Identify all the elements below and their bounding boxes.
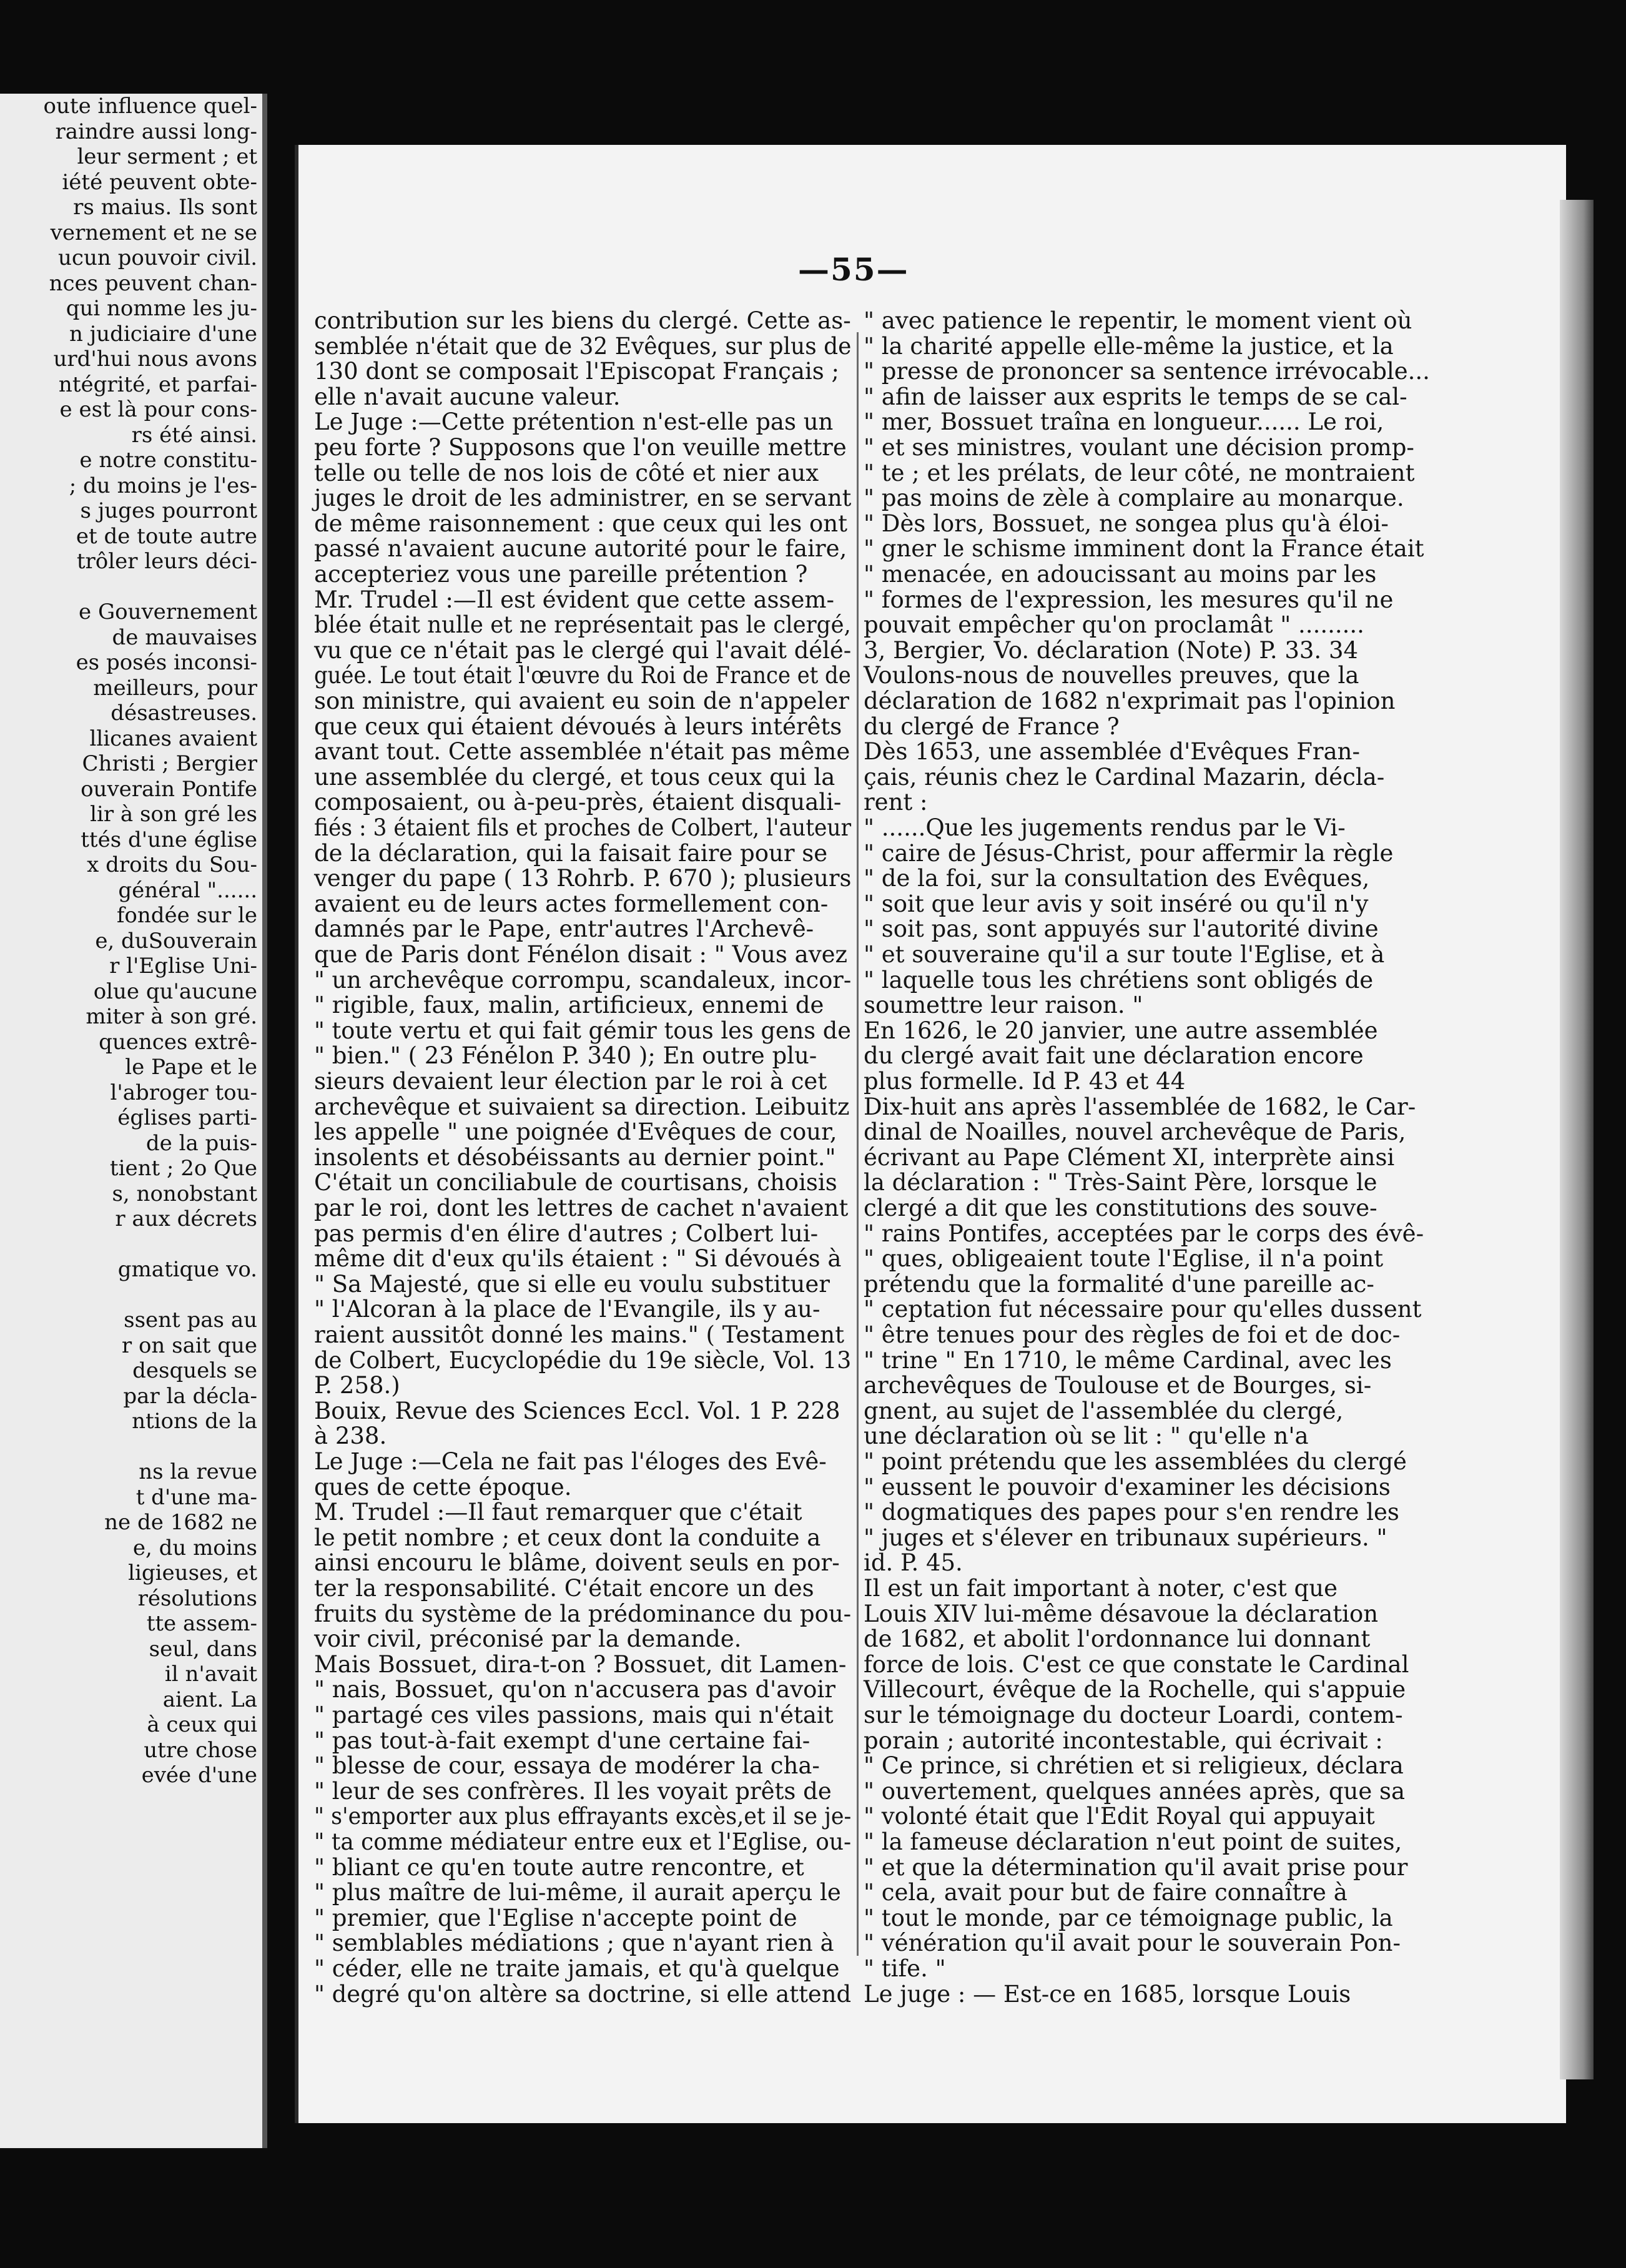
text-line: Mr. Trudel :—Il est évident que cette assem- xyxy=(314,586,834,613)
text-line: 130 dont se composait l'Episcopat Français ; xyxy=(314,358,839,385)
text-line: çais, réunis chez le Cardinal Mazarin, décla- xyxy=(864,763,1385,791)
text-line: ttés d'une église xyxy=(81,827,257,852)
text-line: peu forte ? Supposons que l'on veuille mettre xyxy=(314,434,847,461)
text-line: que ceux qui étaient dévoués à leurs intérêts xyxy=(314,712,842,740)
text-line: ouverain Pontife xyxy=(81,776,257,802)
text-line: " tife. " xyxy=(864,1955,946,1982)
text-line: raient aussitôt donné les mains." ( Testament xyxy=(314,1321,844,1348)
text-line: meilleurs, pour xyxy=(93,675,257,701)
text-line: Villecourt, évêque de la Rochelle, qui s'appuie xyxy=(864,1676,1406,1703)
text-line: olue qu'aucune xyxy=(93,979,257,1004)
text-line: général "...... xyxy=(118,877,257,903)
text-line: " soit que leur avis y soit inséré ou qu'il n'y xyxy=(864,890,1369,917)
text-line: " trine " En 1710, le même Cardinal, avec les xyxy=(864,1346,1392,1374)
text-line: une déclaration où se lit : " qu'elle n'a xyxy=(864,1422,1309,1450)
text-line: " mer, Bossuet traîna en longueur...... Le roi, xyxy=(864,408,1384,436)
text-line: qui nomme les ju- xyxy=(66,296,257,321)
text-line: " la fameuse déclaration n'eut point de suites, xyxy=(864,1828,1402,1855)
text-line: guée. Le tout était l'œuvre du Roi de France et de xyxy=(314,662,851,689)
text-line: " volonté était que l'Edit Royal qui appuyait xyxy=(864,1803,1375,1830)
text-line: du clergé de France ? xyxy=(864,712,1120,740)
text-line: " s'emporter aux plus effrayants excès,et il se je- xyxy=(314,1803,852,1830)
text-line: " Ce prince, si chrétien et si religieux, déclara xyxy=(864,1752,1404,1780)
text-line: " Sa Majesté, que si elle eu voulu substituer xyxy=(314,1270,830,1298)
text-line: de même raisonnement : que ceux qui les ont xyxy=(314,510,847,537)
text-line: par la décla- xyxy=(123,1383,257,1409)
text-line: " rains Pontifes, acceptées par le corps des évê- xyxy=(864,1220,1424,1247)
text-line: il n'avait xyxy=(164,1662,257,1687)
text-line: la déclaration : " Très-Saint Père, lorsque le xyxy=(864,1169,1377,1196)
facing-page-fragment xyxy=(0,94,267,2148)
text-line: " toute vertu et qui fait gémir tous les gens de xyxy=(314,1017,851,1044)
text-line: " pas moins de zèle à complaire au monarque. xyxy=(864,485,1404,512)
text-line: porain ; autorité incontestable, qui écrivait : xyxy=(864,1727,1383,1754)
text-line: Dès 1653, une assemblée d'Evêques Fran- xyxy=(864,738,1360,766)
text-line: désastreuses. xyxy=(111,701,257,726)
text-line: e est là pour cons- xyxy=(59,397,257,422)
text-line: " nais, Bossuet, qu'on n'accusera pas d'avoir xyxy=(314,1676,835,1703)
text-line: vu que ce n'était pas le clergé qui l'avait délé- xyxy=(314,636,852,664)
text-line: pouvait empêcher qu'on proclamât " ......... xyxy=(864,611,1364,639)
text-line: archevêque et suivaient sa direction. Leibuitz xyxy=(314,1093,850,1120)
text-line: juges le droit de les administrer, en se servant xyxy=(314,485,852,512)
text-line: " pas tout-à-fait exempt d'une certaine fai- xyxy=(314,1727,811,1754)
text-line: e, duSouverain xyxy=(95,928,257,954)
text-line: l'abroger tou- xyxy=(110,1080,257,1105)
text-line: ques de cette époque. xyxy=(314,1473,572,1501)
text-line: e Gouvernement xyxy=(79,599,257,624)
text-line: rs été ainsi. xyxy=(131,422,257,448)
text-line: " leur de ses confrères. Il les voyait prêts de xyxy=(314,1777,832,1805)
text-line: telle ou telle de nos lois de côté et nier aux xyxy=(314,459,819,486)
text-line: " menacée, en adoucissant au moins par les xyxy=(864,561,1377,588)
text-line: fondée sur le xyxy=(116,903,257,928)
text-line: gnent, au sujet de l'assemblée du clergé, xyxy=(864,1397,1344,1424)
text-line: " presse de prononcer sa sentence irrévocable... xyxy=(864,358,1430,385)
text-line: " avec patience le repentir, le moment vient où xyxy=(864,307,1412,334)
text-line: t d'une ma- xyxy=(136,1484,257,1510)
text-line: e notre constitu- xyxy=(79,448,257,473)
text-line: " rigible, faux, malin, artificieux, ennemi de xyxy=(314,992,824,1019)
text-line: leur serment ; et xyxy=(77,144,257,169)
text-line: r l'Eglise Uni- xyxy=(109,954,257,979)
text-line: que de Paris dont Fénélon disait : " Vous avez xyxy=(314,941,848,968)
text-line: ucun pouvoir civil. xyxy=(58,245,257,270)
text-line: " te ; et les prélats, de leur côté, ne montraient xyxy=(864,459,1415,486)
text-line: " plus maître de lui-même, il aurait aperçu le xyxy=(314,1879,841,1906)
book-page xyxy=(295,145,1566,2123)
text-line: Il est un fait important à noter, c'est que xyxy=(864,1575,1338,1602)
text-line: C'était un conciliabule de courtisans, choisis xyxy=(314,1169,837,1196)
text-line: ssent pas au xyxy=(124,1308,257,1333)
text-line: " vénération qu'il avait pour le souverain Pon- xyxy=(864,1930,1401,1957)
text-line: déclaration de 1682 n'exprimait pas l'opinion xyxy=(864,688,1396,714)
text-line: sieurs devaient leur élection par le roi à cet xyxy=(314,1068,827,1095)
text-line: x droits du Sou- xyxy=(87,852,257,877)
text-line: Louis XIV lui-même désavoue la déclaration xyxy=(864,1600,1379,1627)
text-line: " tout le monde, par ce témoignage public, la xyxy=(864,1904,1393,1931)
text-line: à 238. xyxy=(314,1422,387,1450)
text-line: soumettre leur raison. " xyxy=(864,992,1143,1019)
text-line: " ......Que les jugements rendus par le Vi- xyxy=(864,814,1346,841)
text-line: damnés par le Pape, entr'autres l'Archevê- xyxy=(314,915,814,943)
text-line: evée d'une xyxy=(141,1763,257,1788)
text-line: Mais Bossuet, dira-t-on ? Bossuet, dit Lamen- xyxy=(314,1650,847,1678)
text-line: dinal de Noailles, nouvel archevêque de Paris, xyxy=(864,1118,1406,1146)
text-line: s, nonobstant xyxy=(112,1181,257,1206)
text-line: Le Juge :—Cela ne fait pas l'éloges des Evê- xyxy=(314,1448,827,1475)
column-divider xyxy=(857,332,859,1956)
text-line: ter la responsabilité. C'était encore un des xyxy=(314,1575,814,1602)
text-line: gmatique vo. xyxy=(117,1257,257,1282)
text-line: " partagé ces viles passions, mais qui n'était xyxy=(314,1702,834,1728)
text-line: " eussent le pouvoir d'examiner les décisions xyxy=(864,1473,1391,1501)
text-line: iété peuvent obte- xyxy=(62,169,257,195)
text-line: ne de 1682 ne xyxy=(104,1510,257,1535)
text-line: raindre aussi long- xyxy=(55,119,257,144)
text-line: " bliant ce qu'en toute autre rencontre, et xyxy=(314,1853,804,1881)
text-line: r on sait que xyxy=(121,1333,257,1358)
text-line: prétendu que la formalité d'une pareille ac- xyxy=(864,1270,1374,1298)
text-line: Voulons-nous de nouvelles preuves, que la xyxy=(864,662,1359,689)
text-line: P. 258.) xyxy=(314,1372,400,1399)
text-line: Bouix, Revue des Sciences Eccl. Vol. 1 P. 228 xyxy=(314,1397,840,1424)
text-line: avant tout. Cette assemblée n'était pas même xyxy=(314,738,850,766)
text-line: aient. La xyxy=(162,1687,257,1712)
text-line: fiés : 3 étaient fils et proches de Colbert, l'auteur xyxy=(314,814,852,841)
text-line: " de la foi, sur la consultation des Evêques, xyxy=(864,865,1370,892)
text-line: nces peuvent chan- xyxy=(49,270,257,296)
text-line: de la puis- xyxy=(145,1130,257,1156)
text-line: " degré qu'on altère sa doctrine, si elle attend xyxy=(314,1980,852,2008)
text-line: ns la revue xyxy=(139,1459,257,1484)
text-line: sur le témoignage du docteur Loardi, contem- xyxy=(864,1702,1403,1728)
text-line: s juges pourront xyxy=(80,498,257,523)
text-line: pas permis d'en élire d'autres ; Colbert lui- xyxy=(314,1220,819,1247)
text-line: et de toute autre xyxy=(76,523,257,549)
text-line: urd'hui nous avons xyxy=(53,347,257,372)
text-line: ainsi encouru le blâme, doivent seuls en por- xyxy=(314,1549,840,1577)
page-edge-shadow xyxy=(1560,200,1594,2079)
text-line: " ta comme médiateur entre eux et l'Eglise, ou- xyxy=(314,1828,852,1855)
text-line: une assemblée du clergé, et tous ceux qui la xyxy=(314,763,835,791)
text-line: venger du pape ( 13 Rohrb. P. 670 ); plusieurs xyxy=(314,865,852,892)
text-line: " Dès lors, Bossuet, ne songea plus qu'à éloi- xyxy=(864,510,1389,537)
text-line: son ministre, qui avaient eu soin de n'appeler xyxy=(314,688,849,714)
text-line: " ceptation fut nécessaire pour qu'elles dussent xyxy=(864,1296,1422,1323)
text-line: Le juge : — Est-ce en 1685, lorsque Louis xyxy=(864,1980,1351,2008)
text-line: elle n'avait aucune valeur. xyxy=(314,383,621,410)
text-line: par le roi, dont les lettres de cachet n'avaient xyxy=(314,1195,849,1221)
text-line: " dogmatiques des papes pour s'en rendre les xyxy=(864,1499,1399,1526)
text-line: " et que la détermination qu'il avait prise pour xyxy=(864,1853,1408,1881)
page-number: —55— xyxy=(798,251,909,288)
text-line: vernement et ne se xyxy=(50,220,257,245)
text-line: " gner le schisme imminent dont la France était xyxy=(864,535,1424,563)
text-line: plus formelle. Id P. 43 et 44 xyxy=(864,1068,1186,1095)
text-line: 3, Bergier, Vo. déclaration (Note) P. 33. 34 xyxy=(864,636,1359,664)
text-line: e, du moins xyxy=(132,1535,257,1560)
text-line: " juges et s'élever en tribunaux supérieurs. " xyxy=(864,1524,1387,1551)
text-line: rs maius. Ils sont xyxy=(73,195,257,220)
text-line: " premier, que l'Eglise n'accepte point de xyxy=(314,1904,797,1931)
text-line: tte assem- xyxy=(146,1611,257,1636)
text-line: quences extrê- xyxy=(99,1029,257,1055)
text-line: fruits du système de la prédominance du pou- xyxy=(314,1600,852,1627)
text-line: rent : xyxy=(864,789,928,816)
text-line: trôler leurs déci- xyxy=(76,549,257,574)
text-line: semblée n'était que de 32 Evêques, sur plus de xyxy=(314,332,852,360)
text-line: insolents et désobéissants au dernier point." xyxy=(314,1143,836,1171)
text-line: " laquelle tous les chrétiens sont obligés de xyxy=(864,966,1374,993)
text-line: résolutions xyxy=(137,1585,257,1611)
text-line: de 1682, et abolit l'ordonnance lui donnant xyxy=(864,1625,1371,1653)
text-line: miter à son gré. xyxy=(86,1004,257,1029)
text-line: " cela, avait pour but de faire connaître à xyxy=(864,1879,1348,1906)
text-line: " formes de l'expression, les mesures qu'il ne xyxy=(864,586,1394,613)
text-line: " la charité appelle elle-même la justice, et la xyxy=(864,332,1394,360)
text-line: n judiciaire d'une xyxy=(69,321,257,347)
text-line: id. P. 45. xyxy=(864,1549,963,1577)
text-line: " ques, obligeaient toute l'Eglise, il n'a point xyxy=(864,1245,1384,1273)
text-line: tient ; 2o Que xyxy=(109,1156,257,1181)
text-line: le Pape et le xyxy=(125,1055,257,1080)
text-line: églises parti- xyxy=(117,1105,257,1130)
text-line: accepteriez vous une pareille prétention ? xyxy=(314,561,808,588)
text-line: Christi ; Bergier xyxy=(82,751,257,776)
text-line: clergé a dit que les constitutions des souve- xyxy=(864,1195,1377,1221)
text-line: même dit d'eux qu'ils étaient : " Si dévoués à xyxy=(314,1245,842,1273)
text-line: ligieuses, et xyxy=(128,1560,257,1585)
text-line: utre chose xyxy=(144,1737,257,1763)
text-line: " céder, elle ne traite jamais, et qu'à quelque xyxy=(314,1955,840,1982)
text-line: " afin de laisser aux esprits le temps de se cal- xyxy=(864,383,1407,410)
text-line: " soit pas, sont appuyés sur l'autorité divine xyxy=(864,915,1379,943)
text-line: " caire de Jésus-Christ, pour affermir la règle xyxy=(864,839,1394,867)
text-line: es posés inconsi- xyxy=(76,650,257,675)
text-line: " l'Alcoran à la place de l'Evangile, ils y au- xyxy=(314,1296,820,1323)
text-line: r aux décrets xyxy=(115,1206,257,1231)
text-line: En 1626, le 20 janvier, une autre assemblée xyxy=(864,1017,1378,1044)
text-line: écrivant au Pape Clément XI, interprète ainsi xyxy=(864,1143,1395,1171)
text-line: " semblables médiations ; que n'ayant rien à xyxy=(314,1930,834,1957)
text-line: " bien." ( 23 Fénélon P. 340 ); En outre plu- xyxy=(314,1042,817,1070)
text-line: du clergé avait fait une déclaration encore xyxy=(864,1042,1364,1070)
text-line: de mauvaises xyxy=(112,624,257,650)
text-line: Dix-huit ans après l'assemblée de 1682, le Car- xyxy=(864,1093,1416,1120)
text-line: " blesse de cour, essaya de modérer la cha- xyxy=(314,1752,820,1780)
text-line: M. Trudel :—Il faut remarquer que c'était xyxy=(314,1499,802,1526)
text-line: à ceux qui xyxy=(147,1712,257,1737)
text-line: de Colbert, Eucyclopédie du 19e siècle, Vol. 13 xyxy=(314,1346,852,1374)
text-line: " un archevêque corrompu, scandaleux, incor- xyxy=(314,966,852,993)
text-line: le petit nombre ; et ceux dont la conduite a xyxy=(314,1524,821,1551)
text-line: ntégrité, et parfai- xyxy=(58,372,257,397)
text-line: Le Juge :—Cette prétention n'est-elle pas un xyxy=(314,408,834,436)
text-line: oute influence quel- xyxy=(43,94,257,119)
text-line: " et souveraine qu'il a sur toute l'Eglise, et à xyxy=(864,941,1385,968)
text-line: " point prétendu que les assemblées du clergé xyxy=(864,1448,1407,1475)
text-line: lir à son gré les xyxy=(90,802,257,827)
text-line: composaient, ou à-peu-près, étaient disquali- xyxy=(314,789,842,816)
text-line: " et ses ministres, voulant une décision promp- xyxy=(864,434,1414,461)
text-line: blée était nulle et ne représentait pas le clergé, xyxy=(314,611,851,639)
text-line: llicanes avaient xyxy=(89,726,257,751)
text-line: les appelle " une poignée d'Evêques de cour, xyxy=(314,1118,837,1146)
text-line: contribution sur les biens du clergé. Cette as- xyxy=(314,307,851,334)
text-line: " ouvertement, quelques années après, que sa xyxy=(864,1777,1406,1805)
text-line: archevêques de Toulouse et de Bourges, si- xyxy=(864,1372,1372,1399)
text-line: force de lois. C'est ce que constate le Cardinal xyxy=(864,1650,1409,1678)
text-line: desquels se xyxy=(132,1358,257,1383)
text-line: seul, dans xyxy=(149,1636,257,1662)
text-line: " être tenues pour des règles de foi et de doc- xyxy=(864,1321,1401,1348)
text-line: avaient eu de leurs actes formellement con- xyxy=(314,890,829,917)
text-line: ; du moins je l'es- xyxy=(69,473,257,498)
text-line: ntions de la xyxy=(132,1409,257,1434)
text-line: de la déclaration, qui la faisait faire pour se xyxy=(314,839,828,867)
text-line: voir civil, préconisé par la demande. xyxy=(314,1625,742,1653)
text-line: passé n'avaient aucune autorité pour le faire, xyxy=(314,535,847,563)
